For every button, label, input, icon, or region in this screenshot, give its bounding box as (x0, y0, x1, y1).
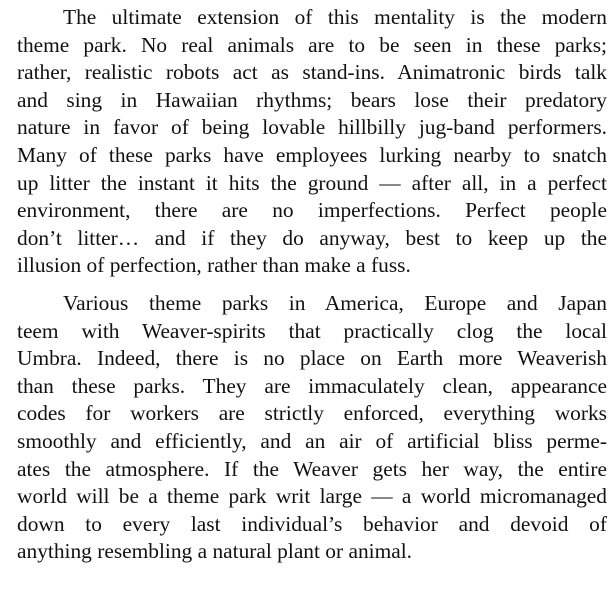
text-line: Various theme parks in America, Europe and Japan (63, 290, 607, 315)
text-line: codes for workers are strictly enforced, everything works (17, 401, 607, 426)
paragraph-1 (17, 4, 607, 280)
text-line: smoothly and efficiently, and an air of artificial bliss perme- (17, 428, 607, 453)
text-line: than these parks. They are immaculately clean, appearance (17, 373, 607, 398)
paragraph-2 (17, 290, 607, 566)
text-line: The ultimate extension of this mentality is the modern (63, 5, 607, 29)
text-line: teem with Weaver-spirits that practically clog the local (17, 318, 607, 343)
text-line: up litter the instant it hits the ground — after all, in a perfect (17, 170, 607, 195)
text-line: nature in favor of being lovable hillbilly jug-band performers. (17, 115, 607, 140)
text-line: anything resembling a natural plant or animal. (17, 539, 413, 564)
text-line: Many of these parks have employees lurking nearby to snatch (17, 142, 607, 167)
text-line: and sing in Hawaiian rhythms; bears lose their predatory (17, 87, 607, 112)
text-line: ates the atmosphere. If the Weaver gets her way, the entire (17, 456, 607, 481)
text-line: theme park. No real animals are to be seen in these parks; (17, 32, 607, 57)
text-line: illusion of perfection, rather than make a fuss. (17, 253, 411, 278)
text-line: environment, there are no imperfections. Perfect people (17, 198, 607, 223)
text-line: don’t litter… and if they do anyway, best to keep up the (17, 225, 607, 250)
text-line: rather, realistic robots act as stand-ins. Animatronic birds talk (17, 60, 607, 85)
text-line: down to every last individual’s behavior and devoid of (17, 511, 607, 536)
text-line: Umbra. Indeed, there is no place on Earth more Weaverish (17, 346, 607, 371)
text-line: world will be a theme park writ large — a world micromanaged (17, 484, 607, 509)
paragraph-gap (17, 280, 607, 290)
document-page (17, 4, 607, 566)
